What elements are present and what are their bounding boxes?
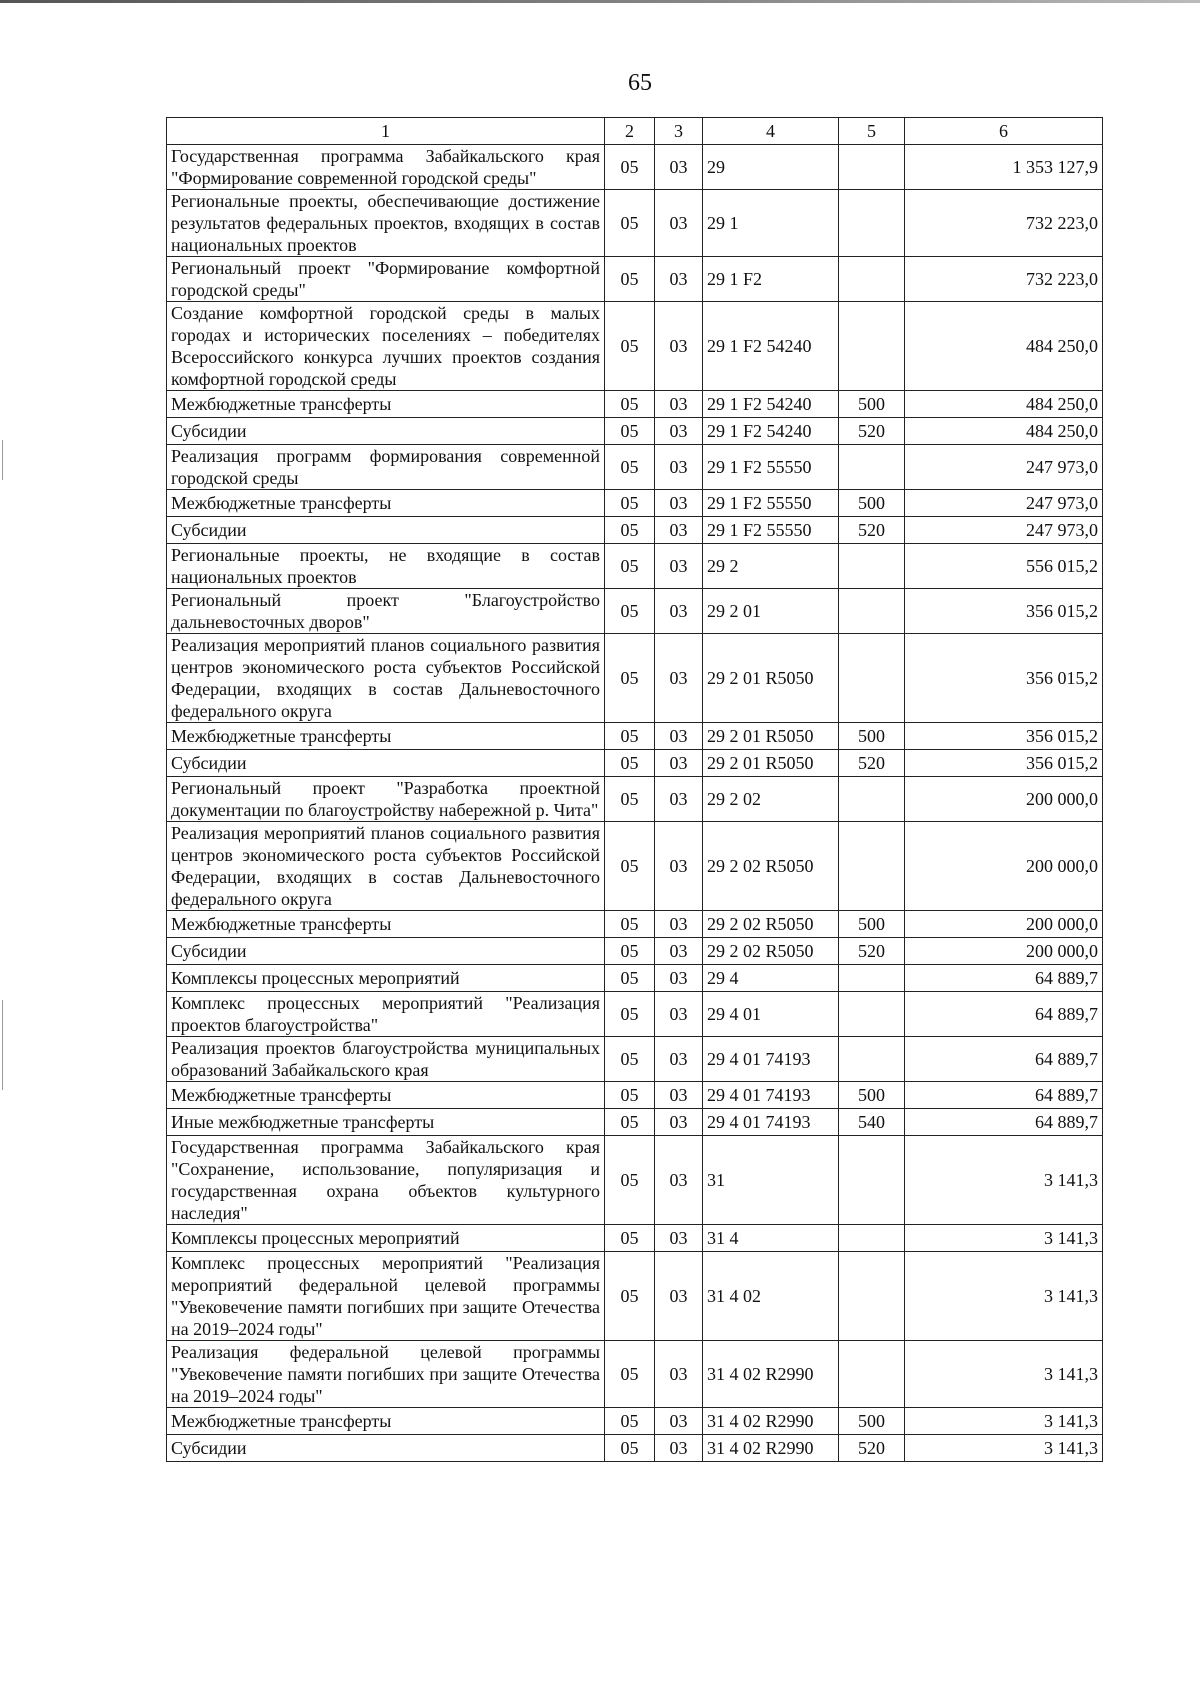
row-section-cell: 05 [605, 1341, 655, 1408]
row-subsection-cell: 03 [655, 190, 703, 257]
scan-edge-mark [2, 1000, 3, 1090]
table-row [167, 723, 1103, 750]
table-row [167, 1435, 1103, 1462]
row-expense-type-cell [839, 634, 905, 723]
row-expense-type-cell [839, 1225, 905, 1252]
row-target-article-cell: 29 4 01 74193 [703, 1082, 839, 1109]
row-name-cell: Субсидии [167, 418, 605, 445]
row-subsection-cell: 03 [655, 145, 703, 190]
row-target-article-cell: 29 1 F2 [703, 257, 839, 302]
row-name-cell: Иные межбюджетные трансферты [167, 1109, 605, 1136]
row-amount-cell: 247 973,0 [905, 517, 1103, 544]
row-section-cell: 05 [605, 544, 655, 589]
row-target-article-cell: 29 1 [703, 190, 839, 257]
row-subsection-cell: 03 [655, 723, 703, 750]
row-target-article-cell: 29 1 F2 55550 [703, 445, 839, 490]
row-name-cell: Создание комфортной городской среды в малых городах и исторических поселениях – победителях Всероссийского конкурса лучших проектов создания комфортной городской среды [167, 302, 605, 391]
table-row [167, 1225, 1103, 1252]
row-expense-type-cell [839, 992, 905, 1037]
row-amount-cell: 64 889,7 [905, 1109, 1103, 1136]
row-expense-type-cell: 520 [839, 938, 905, 965]
row-subsection-cell: 03 [655, 634, 703, 723]
row-expense-type-cell [839, 1252, 905, 1341]
row-amount-cell: 556 015,2 [905, 544, 1103, 589]
row-subsection-cell: 03 [655, 911, 703, 938]
table-body [167, 145, 1103, 1462]
column-header: 4 [703, 118, 839, 145]
column-header: 5 [839, 118, 905, 145]
row-amount-cell: 64 889,7 [905, 992, 1103, 1037]
page-number: 65 [628, 70, 652, 96]
row-amount-cell: 732 223,0 [905, 190, 1103, 257]
table-row [167, 391, 1103, 418]
table-row [167, 1408, 1103, 1435]
row-subsection-cell: 03 [655, 1341, 703, 1408]
row-subsection-cell: 03 [655, 1408, 703, 1435]
row-target-article-cell: 29 1 F2 55550 [703, 490, 839, 517]
row-subsection-cell: 03 [655, 589, 703, 634]
row-target-article-cell: 29 4 [703, 965, 839, 992]
row-subsection-cell: 03 [655, 1037, 703, 1082]
column-header: 1 [167, 118, 605, 145]
row-section-cell: 05 [605, 145, 655, 190]
row-expense-type-cell: 520 [839, 517, 905, 544]
row-amount-cell: 732 223,0 [905, 257, 1103, 302]
row-section-cell: 05 [605, 302, 655, 391]
row-amount-cell: 356 015,2 [905, 723, 1103, 750]
row-subsection-cell: 03 [655, 391, 703, 418]
table-row [167, 634, 1103, 723]
row-subsection-cell: 03 [655, 544, 703, 589]
row-target-article-cell: 29 2 01 R5050 [703, 750, 839, 777]
table-row [167, 777, 1103, 822]
row-expense-type-cell [839, 965, 905, 992]
row-expense-type-cell: 500 [839, 391, 905, 418]
row-section-cell: 05 [605, 1252, 655, 1341]
row-subsection-cell: 03 [655, 965, 703, 992]
row-expense-type-cell [839, 190, 905, 257]
scan-edge-mark [2, 440, 3, 480]
table-row [167, 992, 1103, 1037]
row-amount-cell: 484 250,0 [905, 391, 1103, 418]
row-amount-cell: 356 015,2 [905, 634, 1103, 723]
row-section-cell: 05 [605, 1136, 655, 1225]
row-section-cell: 05 [605, 1408, 655, 1435]
row-subsection-cell: 03 [655, 938, 703, 965]
row-expense-type-cell: 500 [839, 723, 905, 750]
table-row [167, 418, 1103, 445]
row-amount-cell: 200 000,0 [905, 938, 1103, 965]
budget-table [166, 117, 1103, 1462]
scan-edge-line [0, 0, 1200, 3]
row-name-cell: Реализация мероприятий планов социального развития центров экономического роста субъектов Российской Федерации, входящих в состав Дальневосточного федерального округа [167, 634, 605, 723]
row-expense-type-cell: 520 [839, 750, 905, 777]
row-amount-cell: 356 015,2 [905, 589, 1103, 634]
row-section-cell: 05 [605, 257, 655, 302]
table-row [167, 965, 1103, 992]
table-row [167, 1109, 1103, 1136]
row-expense-type-cell: 500 [839, 1082, 905, 1109]
row-section-cell: 05 [605, 1435, 655, 1462]
row-target-article-cell: 31 4 [703, 1225, 839, 1252]
row-target-article-cell: 29 1 F2 54240 [703, 391, 839, 418]
row-subsection-cell: 03 [655, 1082, 703, 1109]
row-expense-type-cell [839, 544, 905, 589]
row-subsection-cell: 03 [655, 1109, 703, 1136]
row-section-cell: 05 [605, 777, 655, 822]
row-target-article-cell: 29 2 02 R5050 [703, 822, 839, 911]
row-expense-type-cell: 500 [839, 1408, 905, 1435]
row-target-article-cell: 31 [703, 1136, 839, 1225]
row-amount-cell: 356 015,2 [905, 750, 1103, 777]
row-name-cell: Межбюджетные трансферты [167, 391, 605, 418]
row-section-cell: 05 [605, 750, 655, 777]
table-row [167, 1136, 1103, 1225]
row-target-article-cell: 29 1 F2 54240 [703, 302, 839, 391]
row-name-cell: Комплекс процессных мероприятий "Реализация мероприятий федеральной целевой программы "Увековечение памяти погибших при защите Отечества на 2019–2024 годы" [167, 1252, 605, 1341]
row-amount-cell: 247 973,0 [905, 445, 1103, 490]
row-target-article-cell: 29 [703, 145, 839, 190]
row-name-cell: Реализация мероприятий планов социального развития центров экономического роста субъектов Российской Федерации, входящих в состав Дальневосточного федерального округа [167, 822, 605, 911]
row-section-cell: 05 [605, 445, 655, 490]
row-amount-cell: 484 250,0 [905, 302, 1103, 391]
row-amount-cell: 3 141,3 [905, 1435, 1103, 1462]
table-row [167, 445, 1103, 490]
table-row [167, 145, 1103, 190]
row-expense-type-cell [839, 302, 905, 391]
row-name-cell: Субсидии [167, 938, 605, 965]
row-amount-cell: 1 353 127,9 [905, 145, 1103, 190]
row-section-cell: 05 [605, 1037, 655, 1082]
row-name-cell: Межбюджетные трансферты [167, 911, 605, 938]
row-name-cell: Комплекс процессных мероприятий "Реализация проектов благоустройства" [167, 992, 605, 1037]
row-target-article-cell: 29 2 02 [703, 777, 839, 822]
row-amount-cell: 3 141,3 [905, 1136, 1103, 1225]
row-subsection-cell: 03 [655, 1252, 703, 1341]
row-subsection-cell: 03 [655, 517, 703, 544]
row-subsection-cell: 03 [655, 1225, 703, 1252]
row-name-cell: Реализация федеральной целевой программы "Увековечение памяти погибших при защите Отечества на 2019–2024 годы" [167, 1341, 605, 1408]
row-expense-type-cell [839, 777, 905, 822]
row-target-article-cell: 29 2 01 R5050 [703, 723, 839, 750]
row-name-cell: Межбюджетные трансферты [167, 1082, 605, 1109]
row-section-cell: 05 [605, 992, 655, 1037]
row-section-cell: 05 [605, 190, 655, 257]
row-name-cell: Субсидии [167, 517, 605, 544]
row-amount-cell: 64 889,7 [905, 1037, 1103, 1082]
row-name-cell: Государственная программа Забайкальского края "Формирование современной городской среды" [167, 145, 605, 190]
row-target-article-cell: 29 2 01 R5050 [703, 634, 839, 723]
row-expense-type-cell [839, 1341, 905, 1408]
row-amount-cell: 200 000,0 [905, 822, 1103, 911]
table-row [167, 190, 1103, 257]
row-target-article-cell: 29 1 F2 55550 [703, 517, 839, 544]
row-expense-type-cell: 500 [839, 490, 905, 517]
row-section-cell: 05 [605, 391, 655, 418]
column-header: 2 [605, 118, 655, 145]
row-expense-type-cell [839, 145, 905, 190]
table-row [167, 750, 1103, 777]
row-amount-cell: 484 250,0 [905, 418, 1103, 445]
row-section-cell: 05 [605, 911, 655, 938]
row-amount-cell: 3 141,3 [905, 1252, 1103, 1341]
row-target-article-cell: 31 4 02 R2990 [703, 1341, 839, 1408]
row-section-cell: 05 [605, 490, 655, 517]
row-amount-cell: 247 973,0 [905, 490, 1103, 517]
row-name-cell: Региональные проекты, обеспечивающие достижение результатов федеральных проектов, входящих в состав национальных проектов [167, 190, 605, 257]
table-row [167, 302, 1103, 391]
row-expense-type-cell [839, 1037, 905, 1082]
row-expense-type-cell [839, 1136, 905, 1225]
row-expense-type-cell: 520 [839, 1435, 905, 1462]
row-target-article-cell: 31 4 02 [703, 1252, 839, 1341]
table-row [167, 938, 1103, 965]
row-target-article-cell: 29 2 01 [703, 589, 839, 634]
row-amount-cell: 200 000,0 [905, 911, 1103, 938]
row-name-cell: Межбюджетные трансферты [167, 490, 605, 517]
row-target-article-cell: 29 4 01 74193 [703, 1109, 839, 1136]
row-target-article-cell: 29 1 F2 54240 [703, 418, 839, 445]
table-row [167, 257, 1103, 302]
row-name-cell: Региональный проект "Формирование комфортной городской среды" [167, 257, 605, 302]
row-target-article-cell: 31 4 02 R2990 [703, 1435, 839, 1462]
row-amount-cell: 200 000,0 [905, 777, 1103, 822]
row-name-cell: Субсидии [167, 750, 605, 777]
column-header: 6 [905, 118, 1103, 145]
row-name-cell: Реализация проектов благоустройства муниципальных образований Забайкальского края [167, 1037, 605, 1082]
row-name-cell: Комплексы процессных мероприятий [167, 1225, 605, 1252]
row-expense-type-cell: 540 [839, 1109, 905, 1136]
row-name-cell: Межбюджетные трансферты [167, 1408, 605, 1435]
row-section-cell: 05 [605, 1109, 655, 1136]
row-target-article-cell: 29 4 01 [703, 992, 839, 1037]
row-subsection-cell: 03 [655, 490, 703, 517]
row-section-cell: 05 [605, 589, 655, 634]
row-target-article-cell: 29 2 02 R5050 [703, 911, 839, 938]
table-row [167, 1341, 1103, 1408]
table-row [167, 1252, 1103, 1341]
table-row [167, 589, 1103, 634]
row-amount-cell: 64 889,7 [905, 1082, 1103, 1109]
row-section-cell: 05 [605, 822, 655, 911]
row-name-cell: Комплексы процессных мероприятий [167, 965, 605, 992]
row-section-cell: 05 [605, 965, 655, 992]
row-expense-type-cell [839, 822, 905, 911]
row-subsection-cell: 03 [655, 257, 703, 302]
table-row [167, 1037, 1103, 1082]
row-subsection-cell: 03 [655, 302, 703, 391]
row-subsection-cell: 03 [655, 750, 703, 777]
row-expense-type-cell [839, 257, 905, 302]
row-subsection-cell: 03 [655, 445, 703, 490]
row-section-cell: 05 [605, 938, 655, 965]
row-target-article-cell: 29 2 [703, 544, 839, 589]
row-expense-type-cell [839, 589, 905, 634]
table-row [167, 822, 1103, 911]
row-section-cell: 05 [605, 418, 655, 445]
row-section-cell: 05 [605, 517, 655, 544]
row-target-article-cell: 31 4 02 R2990 [703, 1408, 839, 1435]
row-name-cell: Межбюджетные трансферты [167, 723, 605, 750]
row-amount-cell: 3 141,3 [905, 1225, 1103, 1252]
column-header: 3 [655, 118, 703, 145]
row-expense-type-cell: 500 [839, 911, 905, 938]
row-subsection-cell: 03 [655, 822, 703, 911]
row-name-cell: Реализация программ формирования современной городской среды [167, 445, 605, 490]
row-name-cell: Субсидии [167, 1435, 605, 1462]
row-section-cell: 05 [605, 1082, 655, 1109]
table-row [167, 544, 1103, 589]
row-name-cell: Региональные проекты, не входящие в состав национальных проектов [167, 544, 605, 589]
row-section-cell: 05 [605, 634, 655, 723]
row-amount-cell: 3 141,3 [905, 1408, 1103, 1435]
row-name-cell: Региональный проект "Благоустройство дальневосточных дворов" [167, 589, 605, 634]
row-name-cell: Региональный проект "Разработка проектной документации по благоустройству набережной р. Чита" [167, 777, 605, 822]
row-subsection-cell: 03 [655, 418, 703, 445]
row-amount-cell: 3 141,3 [905, 1341, 1103, 1408]
table-row [167, 911, 1103, 938]
row-subsection-cell: 03 [655, 992, 703, 1037]
table-header-row [167, 118, 1103, 145]
table-row [167, 1082, 1103, 1109]
table-row [167, 517, 1103, 544]
row-section-cell: 05 [605, 723, 655, 750]
row-target-article-cell: 29 4 01 74193 [703, 1037, 839, 1082]
row-name-cell: Государственная программа Забайкальского края "Сохранение, использование, популяризация и государственная охрана объектов культурного наследия" [167, 1136, 605, 1225]
row-expense-type-cell [839, 445, 905, 490]
row-section-cell: 05 [605, 1225, 655, 1252]
row-amount-cell: 64 889,7 [905, 965, 1103, 992]
row-expense-type-cell: 520 [839, 418, 905, 445]
row-subsection-cell: 03 [655, 777, 703, 822]
row-subsection-cell: 03 [655, 1136, 703, 1225]
table-row [167, 490, 1103, 517]
row-target-article-cell: 29 2 02 R5050 [703, 938, 839, 965]
row-subsection-cell: 03 [655, 1435, 703, 1462]
